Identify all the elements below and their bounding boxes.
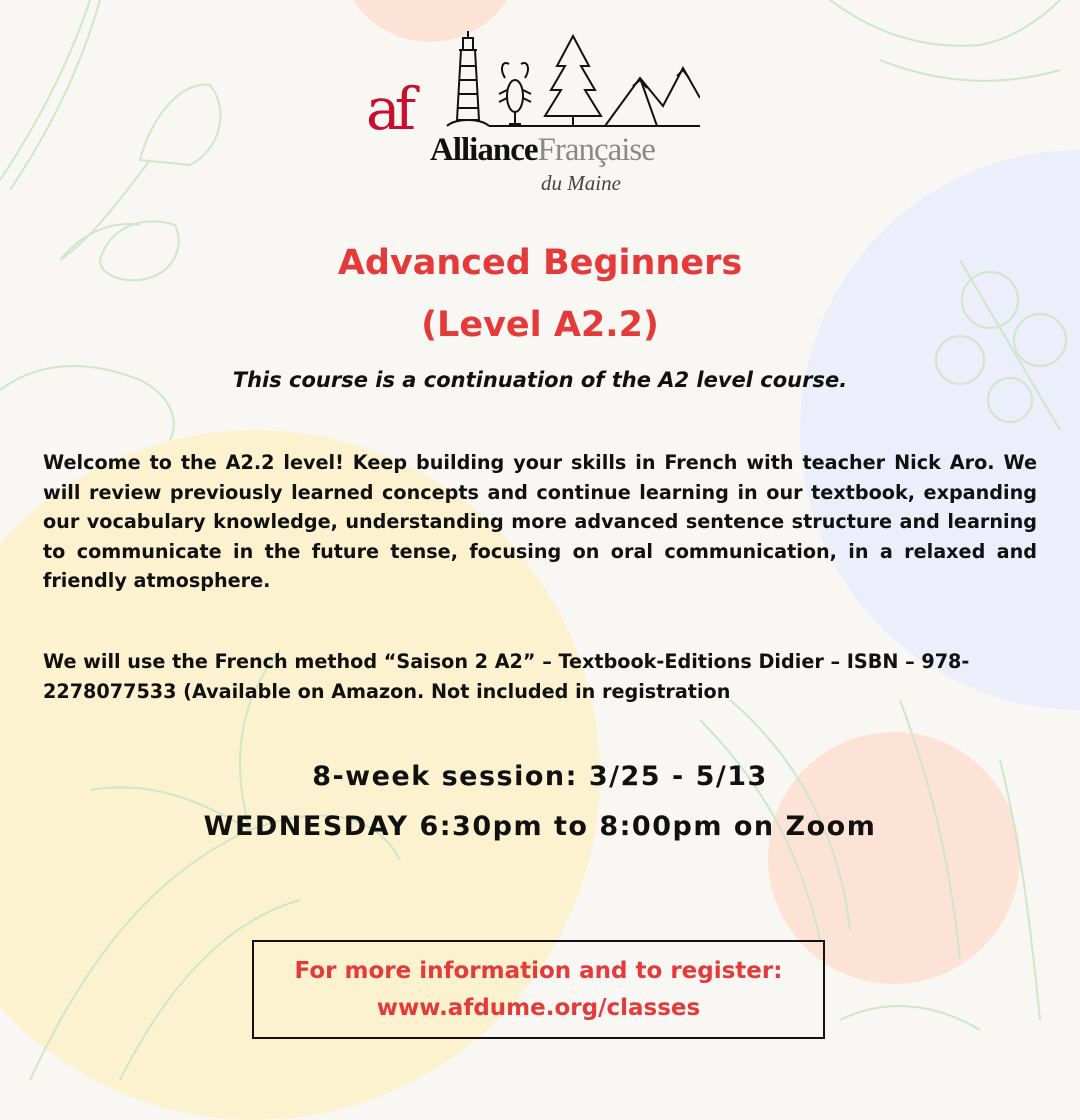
- lavender-circle: [800, 150, 1080, 710]
- course-subtitle: This course is a continuation of the A2 level course.: [232, 368, 848, 392]
- session-time: WEDNESDAY 6:30pm to 8:00pm on Zoom: [203, 811, 877, 842]
- register-info-box: [252, 940, 825, 1039]
- register-link[interactable]: www.afdume.org/classes: [376, 994, 701, 1021]
- lobster-icon: [499, 63, 531, 124]
- lighthouse-icon: [447, 31, 489, 126]
- mountains-icon: [605, 68, 700, 126]
- pine-tree-icon: [545, 36, 601, 126]
- course-description: Welcome to the A2.2 level! Keep building your skills in French with teacher Nick Aro. We will review previously learned concepts and continue learning in our textbook, expanding our vocabulary knowledge, understanding more advanced sentence structure and learning to communicate in the future tense, focusing on oral communication, in a relaxed and friendly atmosphere.: [43, 451, 1037, 592]
- textbook-info: We will use the French method “Saison 2 A2” – Textbook-Editions Didier – ISBN – 978-2278077533 (Available on Amazon. Not included in registration: [43, 650, 970, 703]
- register-info-label: For more information and to register:: [294, 957, 783, 984]
- maine-skyline-icon: [445, 28, 700, 128]
- alliance-francaise-logo: [360, 28, 700, 198]
- course-title: Advanced Beginners: [337, 243, 743, 283]
- session-dates: 8-week session: 3/25 - 5/13: [312, 761, 768, 792]
- organization-name: AllianceFrançaise: [430, 132, 655, 168]
- organization-subtitle: du Maine: [541, 171, 621, 195]
- course-level: (Level A2.2): [421, 305, 659, 345]
- af-monogram: af: [366, 75, 411, 143]
